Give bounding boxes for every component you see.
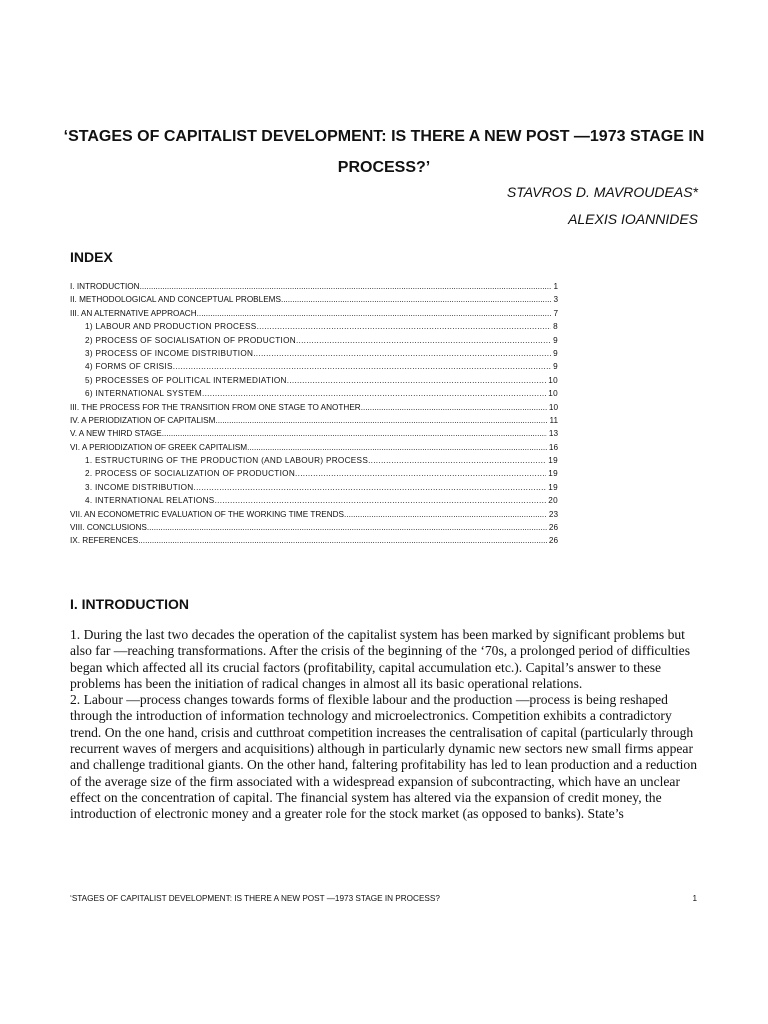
toc-label: 1) LABOUR AND PRODUCTION PROCESS [85,322,257,332]
toc-label: 4) FORMS OF CRISIS [85,362,173,372]
toc-leader [361,403,547,412]
toc-leader [344,510,547,519]
footer-title: ‘STAGES OF CAPITALIST DEVELOPMENT: IS THERE A NEW POST —1973 STAGE IN PROCESS? [70,894,440,903]
toc-page: 8 [553,322,558,332]
toc-leader [253,349,551,358]
toc-label: III. THE PROCESS FOR THE TRANSITION FROM ONE STAGE TO ANOTHER [70,402,361,412]
toc-page: 19 [548,469,558,479]
toc-entry[interactable] [70,536,558,549]
toc-page: 19 [548,456,558,466]
toc-page: 3 [553,295,558,305]
toc-label: VI. A PERIODIZATION OF GREEK CAPITALISM [70,442,248,452]
toc-page: 10 [548,389,558,399]
toc-label: II. METHODOLOGICAL AND CONCEPTUAL PROBLEMS [70,295,281,305]
author-1: STAVROS D. MAVROUDEAS* [506,184,698,200]
toc-leader [215,416,547,425]
toc-label: VII. AN ECONOMETRIC EVALUATION OF THE WORKING TIME TRENDS [70,509,345,519]
toc-page: 11 [549,415,558,425]
toc-label: 2) PROCESS OF SOCIALISATION OF PRODUCTION [85,335,296,345]
toc-leader [173,362,551,371]
toc-entry[interactable] [70,403,558,416]
toc-label: 3. INCOME DISTRIBUTION [85,482,194,492]
toc-page: 16 [548,442,558,452]
toc-entry[interactable] [70,336,558,349]
index-heading: INDEX [70,249,113,265]
toc-leader [202,389,546,398]
toc-leader [296,336,551,345]
toc-page: 19 [548,482,558,492]
toc-page: 26 [548,536,558,546]
toc-entry[interactable] [70,496,558,509]
toc-label: I. INTRODUCTION [70,282,140,291]
toc-leader [215,496,547,505]
toc-page: 9 [553,335,558,345]
toc-leader [138,536,547,545]
toc-leader [147,523,547,532]
toc-leader [368,456,546,465]
toc-label: 5) PROCESSES OF POLITICAL INTERMEDIATION [85,375,287,385]
toc-page: 9 [553,348,558,358]
toc-page: 13 [548,429,558,439]
paper-title: ‘STAGES OF CAPITALIST DEVELOPMENT: IS THERE A NEW POST —1973 STAGE IN PROCESS?’ [63,128,705,176]
toc-entry[interactable] [70,295,558,308]
toc-leader [197,309,552,318]
toc-page: 20 [548,496,558,506]
toc-label: 3) PROCESS OF INCOME DISTRIBUTION [85,348,254,358]
toc-entry[interactable] [70,523,558,536]
toc-label: 4. INTERNATIONAL RELATIONS [85,496,215,506]
toc-label: 2. PROCESS OF SOCIALIZATION OF PRODUCTION [85,469,296,479]
toc-entry[interactable] [70,322,558,335]
section-heading: I. INTRODUCTION [70,596,189,612]
toc-label: III. AN ALTERNATIVE APPROACH [70,308,197,318]
toc-leader [295,469,546,478]
paragraph: 1. During the last two decades the operation of the capitalist system has been marked by significant problems but also far —reaching transformations. After the crisis of the beginning of the ‘70s, a prolonged period of difficulties began which affected all its crucial factors (profitability, capital accumulation etc.). Capital’s answer to these problems has been the initiation of radical changes in almost all its basic operational relations. [70,627,690,691]
footer-page-number: 1 [692,894,697,903]
toc-entry[interactable] [70,443,558,456]
toc-label: VIII. CONCLUSIONS [70,523,147,533]
toc-page: 9 [553,362,558,372]
toc-entry[interactable] [70,389,558,402]
toc-page: 23 [548,509,558,519]
toc-leader [194,483,547,492]
toc-leader [281,295,551,304]
toc-page: 10 [548,402,558,412]
body-text [70,627,700,823]
toc-leader [162,429,547,438]
toc-entry[interactable] [70,469,558,482]
toc-entry[interactable] [70,349,558,362]
toc-leader [257,322,552,331]
toc-leader [287,376,547,385]
toc-entry[interactable] [70,282,558,295]
toc-label: IV. A PERIODIZATION OF CAPITALISM [70,415,216,425]
toc-page: 26 [548,523,558,533]
toc-page: 1 [553,282,558,291]
toc-leader [247,443,547,452]
toc-label: 6) INTERNATIONAL SYSTEM [85,389,202,399]
toc-label: IX. REFERENCES [70,536,139,546]
toc-page: 7 [553,308,558,318]
paragraph: 2. Labour —process changes towards forms of flexible labour and the production —process is being reshaped through the introduction of information technology and microelectronics. Competition exhibits a contradictory trend. On the one hand, crisis and cutthroat competition increases the centralisation of capital (particularly through recurrent waves of mergers and acquisitions) although in particularly dynamic new sectors new small firms appear and challenge traditional giants. On the other hand, faltering profitability has led to lean production and a reduction of the average size of the firm associated with a widespread expansion of subcontracting, which have an unclear effect on the concentration of capital. The financial system has altered via the expansion of credit money, the introduction of electronic money and a greater role for the stock market (as opposed to banks). State’s [70,692,698,822]
table-of-contents [70,282,558,550]
toc-leader [140,282,552,291]
toc-entry[interactable] [70,456,558,469]
toc-label: V. A NEW THIRD STAGE [70,429,162,439]
toc-entry[interactable] [70,416,558,429]
toc-entry[interactable] [70,376,558,389]
toc-entry[interactable] [70,510,558,523]
author-2: ALEXIS IOANNIDES [568,211,698,227]
toc-entry[interactable] [70,362,558,375]
toc-entry[interactable] [70,309,558,322]
toc-label: 1. ESTRUCTURING OF THE PRODUCTION (AND LABOUR) PROCESS [85,456,369,466]
toc-page: 10 [548,375,558,385]
toc-entry[interactable] [70,483,558,496]
toc-entry[interactable] [70,429,558,442]
